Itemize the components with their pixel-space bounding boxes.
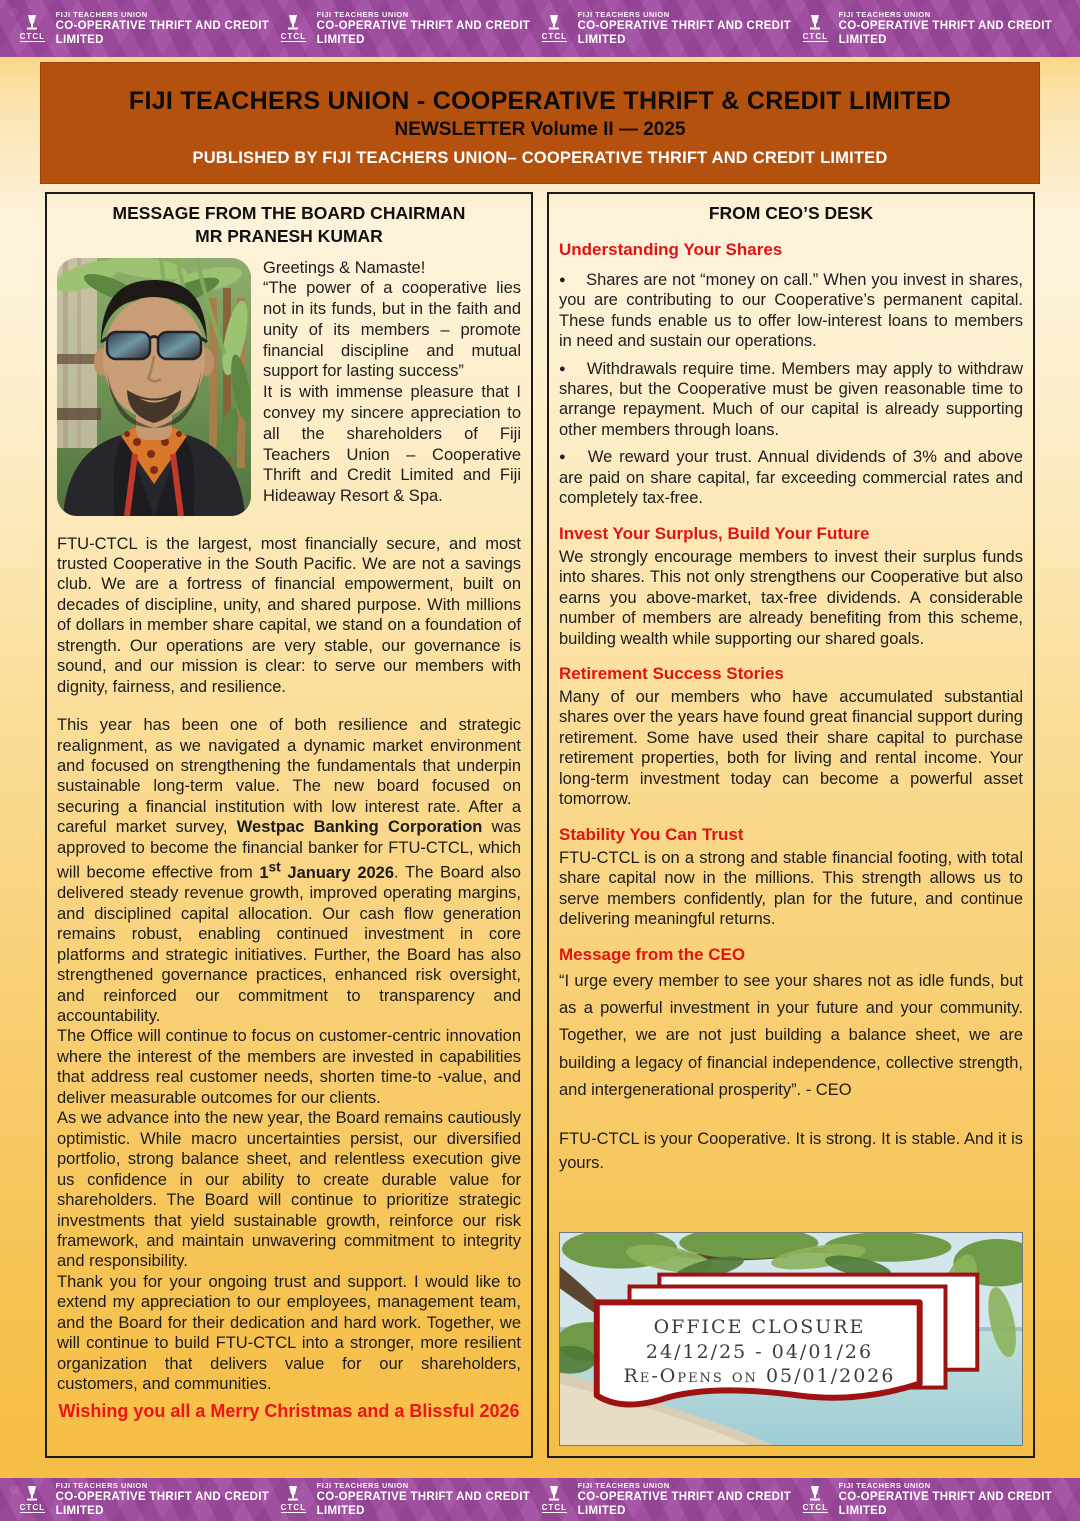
section-title-retirement-stories: Retirement Success Stories [559, 664, 784, 683]
chairman-heading-line1: MESSAGE FROM THE BOARD CHAIRMAN [112, 203, 466, 223]
ctcl-crest-icon [540, 1486, 569, 1514]
chairman-closing-wish: Wishing you all a Merry Christmas and a Blissful 2026 [58, 1401, 520, 1421]
invest-surplus-body: We strongly encourage members to invest their surplus funds into shares. This not only strengthens our Cooperative but also earns you above-market, tax-free dividends. A considerable number of members are already benefiting from this scheme, building wealth while supporting our shared goals. [559, 547, 1023, 648]
newsletter-masthead [40, 62, 1040, 184]
ceo-closing-statement: FTU-CTCL is your Cooperative. It is strong. It is stable. And it is yours. [559, 1130, 1023, 1173]
shares-bullet-3 [559, 447, 1023, 508]
brand-name-large: CO-OPERATIVE THRIFT AND CREDIT LIMITED [316, 20, 531, 47]
chairman-appreciation: It is with immense pleasure that I convey my sincere appreciation to all the shareholders of Fiji Teachers Union – Cooperative Thrift and Credit Limited and Fiji Hideaway Resort & Spa. [263, 383, 521, 506]
ctcl-crest-icon [279, 15, 308, 43]
shares-bullet-2 [559, 359, 1023, 441]
brand-logo [801, 1480, 1062, 1519]
chairman-message-panel [45, 192, 533, 1458]
office-closure-notice [559, 1232, 1023, 1446]
section-title-stability: Stability You Can Trust [559, 824, 744, 844]
brand-name-small: FIJI TEACHERS UNION [838, 1481, 931, 1491]
chairman-panel-heading [57, 202, 521, 248]
effective-date-bold-text [259, 859, 395, 882]
brand-name-large: CO-OPERATIVE THRIFT AND CREDIT LIMITED [838, 20, 1053, 47]
published-by-text-bold: TED [853, 149, 888, 167]
chairman-heading-line2: MR PRANESH KUMAR [195, 225, 383, 246]
brand-name-large: CO-OPERATIVE THRIFT AND CREDIT LIMITED [577, 1491, 792, 1518]
brand-name-small: FIJI TEACHERS UNION [55, 10, 148, 20]
ctcl-crest-icon [801, 15, 830, 43]
chairman-quote: “The power of a cooperative lies not in its funds, but in the faith and unity of its members – promote financial discipline and mutual support for lasting success” [263, 279, 521, 381]
brand-name-small: FIJI TEACHERS UNION [577, 10, 670, 20]
shares-bullet-2-text: Withdrawals require time. Members may apply to withdraw shares, but the Cooperative must be given reasonable time to arrange repayment. Much of our capital is already supporting other members through loans. [559, 359, 1023, 439]
shares-bullet-1 [559, 270, 1023, 352]
brand-name-small: FIJI TEACHERS UNION [316, 1481, 409, 1491]
footer-brand-band [0, 1478, 1080, 1521]
ctcl-monogram: CTCL [280, 31, 306, 41]
chairman-paragraph-3: The Office will continue to focus on customer-centric innovation where the interest of the members are invested in capabilities that address real customer needs, shorten time-to -value, and deliver measurable outcomes for our clients. [57, 1027, 521, 1107]
section-title-understanding-shares: Understanding Your Shares [559, 239, 783, 259]
section-title-invest-surplus: Invest Your Surplus, Build Your Future [559, 523, 870, 543]
brand-name-large: CO-OPERATIVE THRIFT AND CREDIT LIMITED [55, 20, 270, 47]
ctcl-monogram: CTCL [541, 1502, 567, 1512]
brand-logo [18, 9, 279, 48]
brand-name-large: CO-OPERATIVE THRIFT AND CREDIT LIMITED [577, 20, 792, 47]
ceo-message-body: “I urge every member to see your shares not as idle funds, but as a powerful investment in your future and your community. Together, we are not just building a balance sheet, we are building a legacy of financial independence, collective strength, and intergenerational prosperity”. - CEO [559, 971, 1023, 1100]
ctcl-crest-icon [540, 15, 569, 43]
chairman-paragraph-2 [57, 715, 521, 1026]
stability-body: FTU-CTCL is on a strong and stable financial footing, with total share capital now in the millions. This strength allows us to serve members confidently, plan for the future, and continue delivering meaningful returns. [559, 848, 1023, 929]
bullet-icon: ● [559, 451, 568, 464]
ctcl-monogram: CTCL [802, 31, 828, 41]
brand-name-large: CO-OPERATIVE THRIFT AND CREDIT LIMITED [316, 1491, 531, 1518]
newsletter-volume: NEWSLETTER Volume II — 2025 [394, 119, 686, 140]
brand-logo [279, 1480, 540, 1519]
brand-logo [540, 1480, 801, 1519]
chairman-paragraph-1: FTU-CTCL is the largest, most financially secure, and most trusted Cooperative in the South Pacific. We are not a savings club. We are a fortress of financial empowerment, built on decades of discipline, unity, and shared purpose. With millions of dollars in member share capital, we stand on a foundation of strength. Our operations are very stable, our governance is sound, and our mission is clear: to serve our members with dignity, fairness, and resilience. [57, 534, 521, 696]
brand-logo [540, 9, 801, 48]
brand-name-large: CO-OPERATIVE THRIFT AND CREDIT LIMITED [838, 1491, 1053, 1518]
brand-name-small: FIJI TEACHERS UNION [55, 1481, 148, 1491]
retirement-stories-body: Many of our members who have accumulated substantial shares over the years have found great financial support during retirement. Some have used their share capital to purchase retirement properties, both for living and rental income. Your long-term investment today can become a powerful asset tomorrow. [559, 688, 1023, 809]
shares-bullet-1-text: Shares are not “money on call.” When you invest in shares, you are contributing to our Cooperative’s permanent capital. These funds enable us to offer low-interest loans to members in need and sustain our operations. [559, 270, 1023, 351]
brand-name-small: FIJI TEACHERS UNION [577, 1481, 670, 1491]
chairman-paragraph-5: Thank you for your ongoing trust and support. I would like to extend my appreciation to our employees, management team, and the Board for their dedication and hard work. Together, we will continue to build FTU-CTCL into a stronger, more resilient organization that delivers value for our shareholders, customers, and communities. [57, 1272, 521, 1394]
section-title-ceo-message: Message from the CEO [559, 944, 746, 964]
chairman-paragraph-2-text: was approved to become the financial banker for FTU-CTCL, which will become effective from [57, 818, 521, 882]
published-by-line [41, 149, 1039, 168]
brand-name-small: FIJI TEACHERS UNION [316, 10, 409, 20]
closure-dates: 24/12/25 - 04/01/26 [645, 1340, 874, 1363]
date-number: 1 [259, 863, 269, 882]
closure-card-text [597, 1315, 922, 1389]
published-by-text: PUBLISHED BY FIJI TEACHERS UNION– COOPERATIVE THRIFT AND CREDIT LIMI [192, 149, 854, 167]
date-ordinal-suffix: st [268, 859, 281, 875]
chairman-intro-text [263, 258, 521, 516]
ctcl-monogram: CTCL [19, 1502, 45, 1512]
ctcl-crest-icon [18, 15, 47, 43]
ctcl-monogram: CTCL [541, 31, 567, 41]
ctcl-crest-icon [18, 1486, 47, 1514]
header-brand-band [0, 0, 1080, 57]
brand-logo [18, 1480, 279, 1519]
ceo-panel-heading: FROM CEO’S DESK [708, 203, 874, 223]
chairman-greeting: Greetings & Namaste! [263, 258, 426, 277]
ctcl-crest-icon [279, 1486, 308, 1514]
ctcl-monogram: CTCL [19, 31, 45, 41]
ctcl-monogram: CTCL [280, 1502, 306, 1512]
chairman-paragraph-4: As we advance into the new year, the Board remains cautiously optimistic. While macro uncertainties persist, our diversified portfolio, strong balance sheet, and relentless execution give us confidence in our ability to create durable value for shareholders. The Board will continue to prioritize strategic investments that yield sustainable growth, reinforce our risk framework, and maintain unwavering commitment to integrity and responsibility. [57, 1109, 521, 1271]
closure-title: OFFICE CLOSURE [653, 1316, 866, 1338]
bullet-icon: ● [559, 362, 567, 375]
newsletter-title: FIJI TEACHERS UNION - COOPERATIVE THRIFT & CREDIT LIMITED [128, 87, 952, 115]
ctcl-monogram: CTCL [802, 1502, 828, 1512]
ctcl-crest-icon [801, 1486, 830, 1514]
chairman-paragraph-2-text: . The Board also delivered steady revenue growth, improved operating margins, and disciplined capital allocation. Our cash flow generation remains robust, enabling continued investment in core platforms and strategic initiatives. Further, the Board has also strengthened governance practices, enhanced risk oversight, and reinforced our commitment to transparency and accountability. [57, 863, 521, 1025]
brand-logo [279, 9, 540, 48]
brand-name-small: FIJI TEACHERS UNION [838, 10, 931, 20]
ceo-desk-panel [547, 192, 1035, 1458]
shares-bullet-3-text: We reward your trust. Annual dividends of 3% and above are paid on share capital, far exceeding commercial rates and completely tax-free. [559, 448, 1023, 508]
brand-name-large: CO-OPERATIVE THRIFT AND CREDIT LIMITED [55, 1491, 270, 1518]
bullet-icon: ● [559, 273, 567, 286]
closure-reopen-date: Re-Opens on 05/01/2026 [623, 1365, 896, 1388]
date-rest: January 2026 [280, 863, 395, 882]
brand-logo [801, 9, 1062, 48]
chairman-photo [57, 258, 251, 516]
chairman-intro-row [57, 258, 521, 516]
chairman-paragraph-2-text: This year has been one of both resilience and strategic realignment, as we navigated a dynamic market environment and focused on strengthening the fundamentals that underpin sustainable long-term value. The new board focused on securing a financial institution with low interest rate. After a careful market survey, [57, 716, 521, 837]
chairman-portrait-illustration [57, 258, 251, 516]
westpac-bold-text: Westpac Banking Corporation [236, 818, 483, 837]
